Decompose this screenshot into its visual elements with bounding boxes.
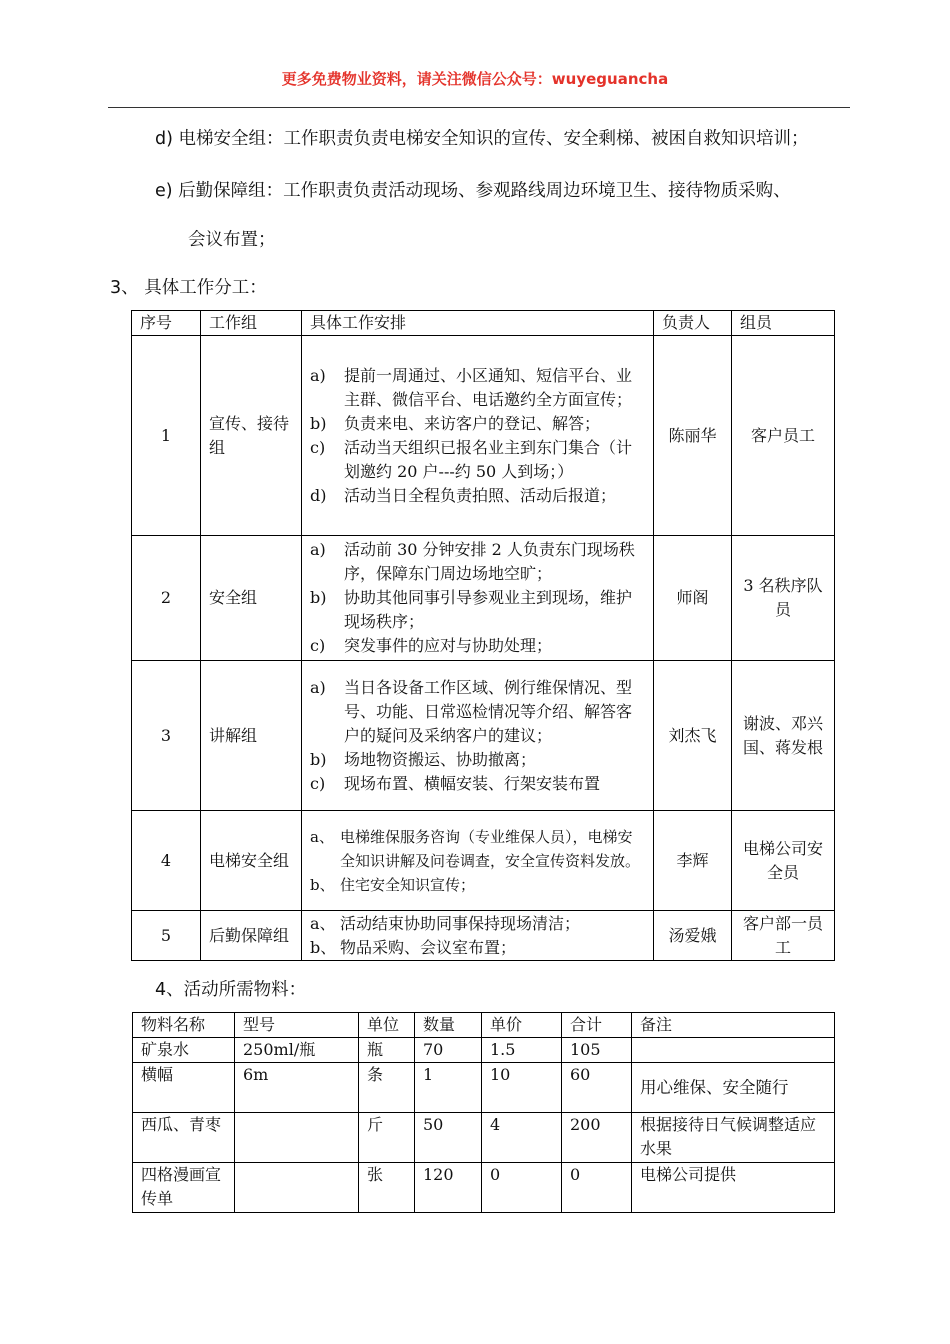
material-unit: 条	[359, 1063, 415, 1113]
work-group: 安全组	[201, 536, 302, 661]
task-marker: a)	[310, 540, 326, 559]
material-name: 西瓜、青枣	[133, 1113, 235, 1163]
task-marker: c)	[310, 636, 326, 655]
task-text: 电梯维保服务咨询（专业维保人员），电梯安全知识讲解及问卷调查，安全宣传资料发放。	[340, 827, 641, 870]
table-header-row	[132, 311, 835, 336]
material-note: 用心维保、安全随行	[632, 1063, 835, 1113]
members: 电梯公司安全员	[732, 811, 835, 911]
table-row	[132, 336, 835, 536]
task-marker: b、	[310, 937, 337, 957]
task-item	[310, 634, 645, 658]
material-total: 200	[562, 1113, 632, 1163]
leader: 刘杰飞	[654, 661, 732, 811]
task-list	[302, 661, 654, 811]
task-marker: b)	[310, 749, 327, 769]
col-header: 单价	[482, 1013, 562, 1038]
task-text: 突发事件的应对与协助处理；	[344, 636, 553, 655]
material-model: 6m	[235, 1063, 359, 1113]
task-marker: c)	[310, 773, 326, 793]
task-item	[310, 436, 645, 484]
table-row	[132, 536, 835, 661]
task-item	[310, 912, 645, 936]
material-note: 电梯公司提供	[632, 1163, 835, 1213]
material-unit: 张	[359, 1163, 415, 1213]
paragraph-e: e) 后勤保障组：工作职责负责活动现场、参观路线周边环境卫生、接待物质采购、	[155, 181, 791, 201]
table-row	[133, 1113, 835, 1163]
row-number: 2	[132, 536, 201, 661]
material-price: 4	[482, 1113, 562, 1163]
work-group: 宣传、接待组	[201, 336, 302, 536]
task-list	[302, 336, 654, 536]
work-group: 电梯安全组	[201, 811, 302, 911]
material-qty: 70	[415, 1038, 482, 1063]
material-unit: 斤	[359, 1113, 415, 1163]
task-item	[310, 484, 645, 508]
section-3-title: 3、 具体工作分工：	[110, 278, 267, 298]
col-header: 工作组	[201, 311, 302, 336]
material-name: 矿泉水	[133, 1038, 235, 1063]
work-group: 后勤保障组	[201, 911, 302, 961]
row-number: 5	[132, 911, 201, 961]
material-qty: 1	[415, 1063, 482, 1113]
row-number: 4	[132, 811, 201, 911]
task-marker: a)	[310, 677, 326, 697]
task-item	[310, 364, 645, 412]
material-name: 横幅	[133, 1063, 235, 1113]
task-marker: a、	[310, 913, 336, 933]
materials-table	[132, 1012, 835, 1213]
material-unit: 瓶	[359, 1038, 415, 1063]
material-model	[235, 1113, 359, 1163]
col-header: 备注	[632, 1013, 835, 1038]
task-item	[310, 772, 645, 796]
members: 客户员工	[732, 336, 835, 536]
material-total: 60	[562, 1063, 632, 1113]
material-price: 0	[482, 1163, 562, 1213]
leader: 师阁	[654, 536, 732, 661]
material-price: 1.5	[482, 1038, 562, 1063]
col-header: 型号	[235, 1013, 359, 1038]
material-price: 10	[482, 1063, 562, 1113]
task-marker: a)	[310, 365, 326, 385]
task-marker: c)	[310, 437, 326, 457]
task-text: 活动结束协助同事保持现场清洁；	[340, 913, 581, 933]
task-item	[310, 748, 645, 772]
work-assignment-table	[131, 310, 835, 961]
work-group: 讲解组	[201, 661, 302, 811]
task-text: 活动前 30 分钟安排 2 人负责东门现场秩序，保障东门周边场地空旷；	[344, 540, 635, 583]
leader: 汤爱娥	[654, 911, 732, 961]
material-qty: 120	[415, 1163, 482, 1213]
col-header: 合计	[562, 1013, 632, 1038]
table-row	[133, 1063, 835, 1113]
task-text: 场地物资搬运、协助撤离；	[344, 749, 537, 769]
col-header: 负责人	[654, 311, 732, 336]
table-row	[132, 811, 835, 911]
members: 谢波、邓兴国、蒋发根	[732, 661, 835, 811]
task-text: 现场布置、横幅安装、行架安装布置	[344, 773, 601, 793]
col-header: 数量	[415, 1013, 482, 1038]
task-item	[310, 936, 645, 960]
col-header: 物料名称	[133, 1013, 235, 1038]
task-list	[302, 811, 654, 911]
table-row	[132, 661, 835, 811]
task-text: 负责来电、来访客户的登记、解答；	[344, 413, 601, 433]
material-total: 105	[562, 1038, 632, 1063]
col-header: 序号	[132, 311, 201, 336]
material-note: 根据接待日气候调整适应水果	[632, 1113, 835, 1163]
table-header-row	[133, 1013, 835, 1038]
task-text: 住宅安全知识宣传；	[340, 875, 476, 894]
col-header: 单位	[359, 1013, 415, 1038]
material-name: 四格漫画宣传单	[133, 1163, 235, 1213]
task-text: 活动当天组织已报名业主到东门集合（计划邀约 20 户---约 50 人到场；）	[344, 437, 633, 481]
task-text: 物品采购、会议室布置；	[340, 937, 517, 957]
task-item	[310, 676, 645, 748]
members: 客户部一员工	[732, 911, 835, 961]
section-4-title: 4、活动所需物料：	[155, 980, 307, 1000]
header-divider	[108, 107, 850, 108]
table-row	[133, 1038, 835, 1063]
page-header-banner: 更多免费物业资料，请关注微信公众号：wuyeguancha	[281, 70, 669, 88]
leader: 陈丽华	[654, 336, 732, 536]
task-marker: a、	[310, 827, 334, 846]
task-text: 当日各设备工作区域、例行维保情况、型号、功能、日常巡检情况等介绍、解答客户的疑问及采纳客户的建议；	[344, 677, 633, 745]
material-model	[235, 1163, 359, 1213]
task-text: 提前一周通过、小区通知、短信平台、业主群、微信平台、电话邀约全方面宣传；	[344, 365, 633, 409]
material-model: 250ml/瓶	[235, 1038, 359, 1063]
paragraph-e-continued: 会议布置；	[188, 230, 276, 250]
material-qty: 50	[415, 1113, 482, 1163]
task-marker: b)	[310, 588, 327, 607]
material-note	[632, 1038, 835, 1063]
row-number: 1	[132, 336, 201, 536]
task-marker: b)	[310, 413, 327, 433]
task-item	[310, 538, 645, 586]
task-list	[302, 911, 654, 961]
col-header: 组员	[732, 311, 835, 336]
task-marker: b、	[310, 875, 335, 894]
members: 3 名秩序队员	[732, 536, 835, 661]
task-item	[310, 873, 645, 897]
task-item	[310, 586, 645, 634]
task-text: 活动当日全程负责拍照、活动后报道；	[344, 485, 617, 505]
col-header: 具体工作安排	[302, 311, 654, 336]
table-row	[133, 1163, 835, 1213]
table-row	[132, 911, 835, 961]
leader: 李辉	[654, 811, 732, 911]
paragraph-d: d) 电梯安全组：工作职责负责电梯安全知识的宣传、安全剩梯、被困自救知识培训；	[155, 129, 809, 149]
task-item	[310, 825, 645, 873]
task-item	[310, 412, 645, 436]
material-total: 0	[562, 1163, 632, 1213]
task-list	[302, 536, 654, 661]
task-marker: d)	[310, 485, 327, 505]
row-number: 3	[132, 661, 201, 811]
task-text: 协助其他同事引导参观业主到现场，维护现场秩序；	[344, 588, 633, 631]
